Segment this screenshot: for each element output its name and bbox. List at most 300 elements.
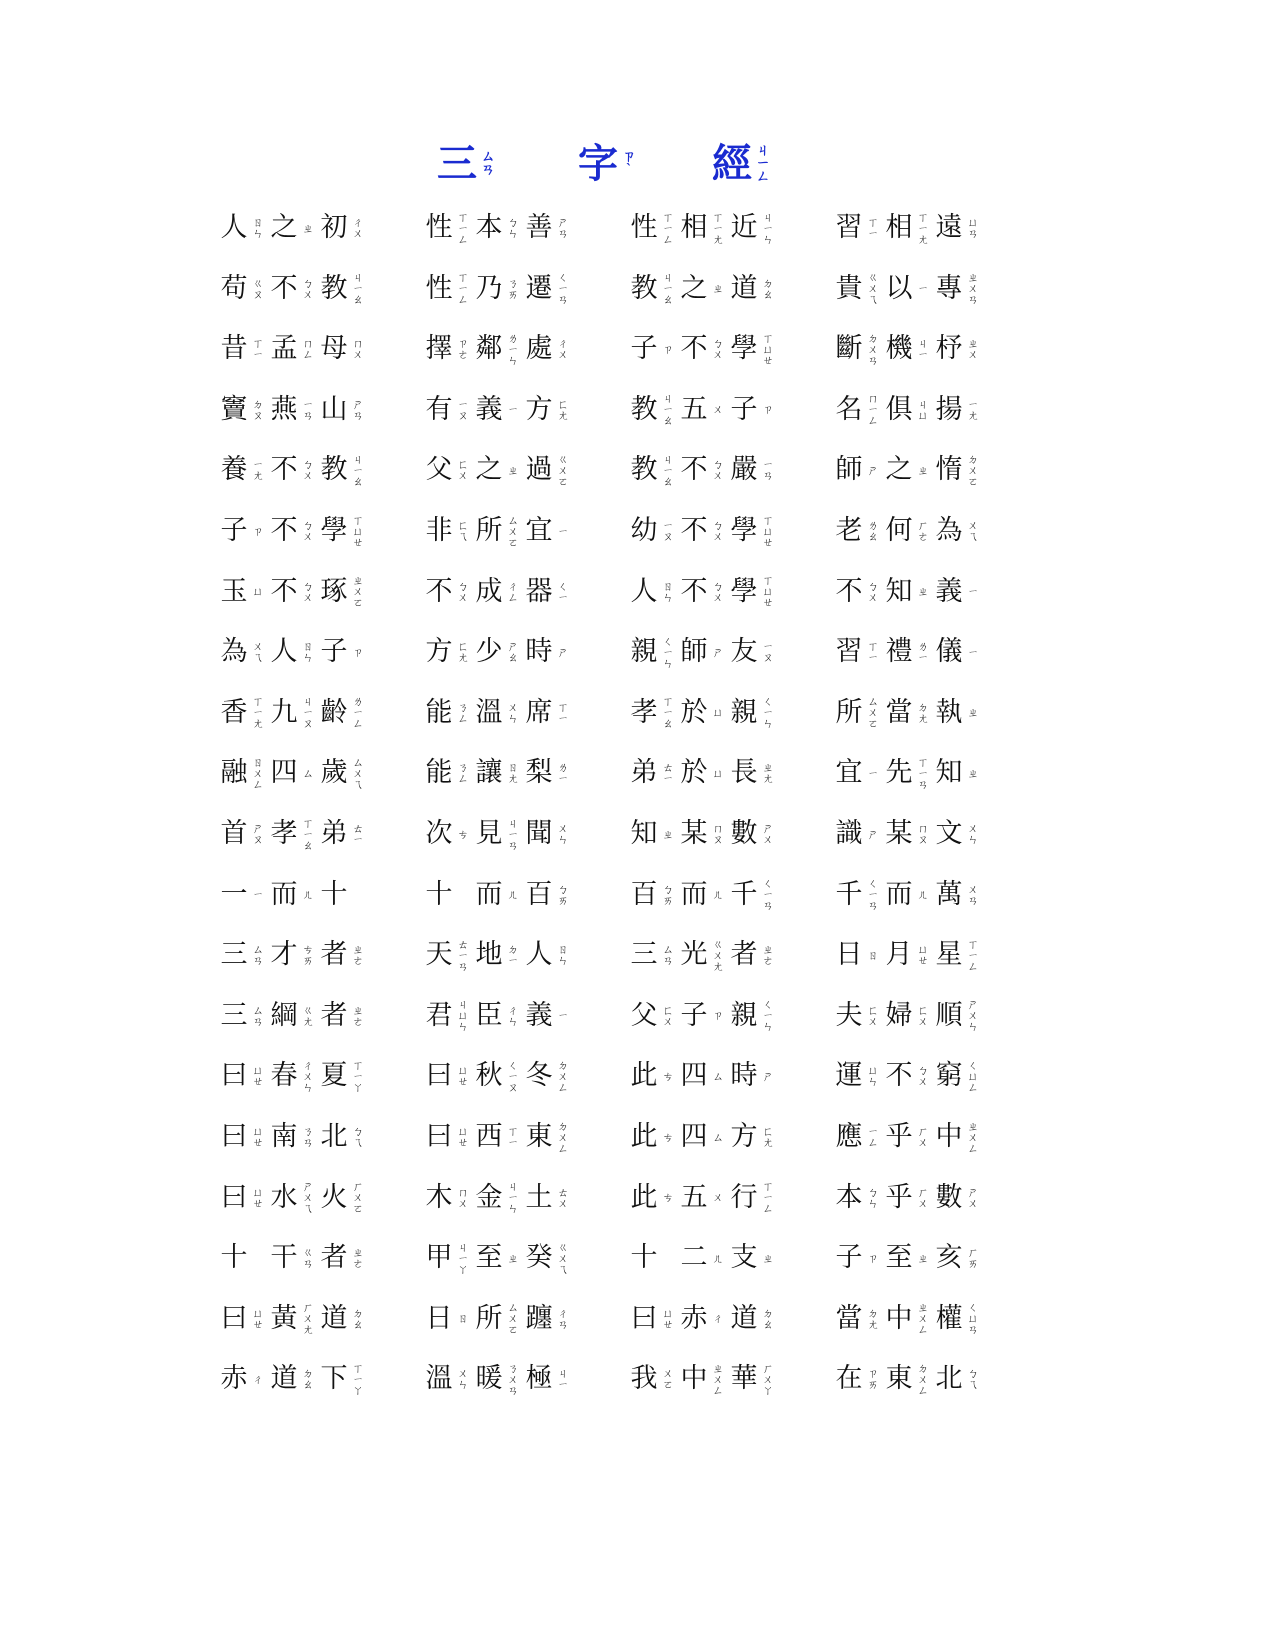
zhuyin-symbol: ㄨ [302,590,314,604]
verse-phrase [220,1175,370,1221]
zhuyin-symbol: ㄋ [457,761,469,775]
zhuyin-annotation [249,823,267,845]
title-character: 字 [578,140,618,187]
zhuyin-annotation [759,878,777,911]
hanzi-character: 擇 [425,333,453,365]
zhuyin-annotation [709,823,727,845]
hanzi-character: 人 [525,939,553,971]
hanzi-character: 者 [320,939,348,971]
verse-phrase [835,1235,985,1281]
zhuyin-annotation [864,1126,882,1148]
zhuyin-annotation [249,399,267,421]
hanzi-character: 當 [885,696,913,728]
zhuyin-annotation [249,1005,267,1027]
zhuyin-symbol: ㄧ [662,706,674,720]
zhuyin-symbol: ㄜ [352,1257,364,1271]
zhuyin-symbol: ㄒ [457,271,469,285]
zhuyin-symbol: ㄖ [252,755,264,769]
title-character: 經 [712,140,752,187]
zhuyin-symbol: ㄒ [252,337,264,351]
zhuyin-annotation [759,575,777,608]
zhuyin-symbol: ㄉ [507,943,519,957]
hanzi-character: 專 [935,272,963,304]
zhuyin-symbol: ㄣ [507,1014,519,1028]
zhuyin-symbol: ㄢ [481,162,495,178]
zhuyin-symbol: ㄅ [917,1064,929,1078]
zhuyin-annotation [759,762,777,784]
hanzi-character: 九 [270,696,298,728]
zhuyin-annotation [454,272,472,305]
zhuyin-symbol: ㄧ [507,342,519,356]
zhuyin-annotation [299,889,317,900]
zhuyin-annotation [299,459,317,481]
hanzi-character: 性 [425,212,453,243]
zhuyin-symbol: ㄝ [252,1317,264,1331]
zhuyin-symbol: ㄣ [762,1020,774,1034]
zhuyin-symbol: ㄌ [917,640,929,654]
zhuyin-annotation [759,1126,777,1148]
hanzi-character: 見 [475,818,503,849]
zhuyin-symbol: ㄉ [762,276,774,290]
hanzi-character: 師 [835,454,863,486]
hanzi-character: 至 [885,1242,913,1274]
zhuyin-annotation [249,1374,267,1385]
hanzi-character: 火 [320,1181,348,1213]
hanzi-character: 西 [475,1121,503,1152]
zhuyin-symbol: ㄡ [662,530,674,543]
hanzi-character: 琢 [320,575,348,607]
zhuyin-symbol: ㄣ [507,353,519,367]
hanzi-character: 窮 [935,1060,963,1092]
zhuyin-symbol: ㄨ [457,590,469,604]
zhuyin-symbol: ㄅ [302,276,314,290]
zhuyin-symbol: ㄢ [352,408,364,422]
zhuyin-symbol: ㄧ [352,706,364,720]
zhuyin-annotation [964,647,982,658]
zhuyin-symbol: ㄥ [457,711,469,725]
zhuyin-annotation [349,1247,367,1269]
zhuyin-symbol: ㄍ [557,1240,569,1254]
zhuyin-annotation [349,1308,367,1330]
hanzi-character: 不 [270,575,298,607]
zhuyin-symbol: ㄐ [302,695,314,709]
hanzi-character: 水 [270,1181,298,1213]
zhuyin-annotation [864,1253,882,1264]
verse-phrase [220,508,370,554]
zhuyin-annotation [504,1253,522,1264]
hanzi-character: 不 [835,575,863,607]
zhuyin-symbol: ㄊ [457,937,469,951]
zhuyin-symbol: ㄩ [712,766,724,780]
hanzi-character: 非 [425,515,453,546]
zhuyin-symbol: ㄗ [622,149,636,165]
hanzi-character: 遠 [935,212,963,243]
hanzi-character: 性 [425,272,453,304]
hanzi-character: 北 [320,1121,348,1152]
hanzi-character: 道 [320,1302,348,1334]
zhuyin-symbol: ㄧ [557,282,569,296]
hanzi-character: 秋 [475,1060,503,1092]
verse-phrase [220,1296,370,1342]
zhuyin-annotation [249,526,267,537]
hanzi-character: 知 [885,575,913,607]
zhuyin-symbol: ㄊ [352,822,364,835]
zhuyin-symbol: ㄧ [867,1125,879,1138]
hanzi-character: 惰 [935,454,963,486]
zhuyin-annotation [554,581,572,603]
hanzi-character: 金 [475,1181,503,1213]
verse-phrase [220,1114,370,1160]
zhuyin-symbol: ㄇ [867,392,879,406]
hanzi-character: 運 [835,1060,863,1092]
zhuyin-annotation [554,1010,572,1021]
zhuyin-symbol: ㄚ [352,1080,364,1094]
hanzi-character: 器 [525,575,553,607]
hanzi-character: 老 [835,515,863,546]
zhuyin-annotation [454,1313,472,1324]
hanzi-character: 不 [270,454,298,486]
zhuyin-annotation [914,1363,932,1396]
zhuyin-symbol: ㄠ [302,1378,314,1392]
hanzi-character: 星 [935,939,963,971]
zhuyin-symbol: ㄥ [457,232,469,246]
zhuyin-annotation [964,1302,982,1335]
hanzi-character: 乃 [475,272,503,304]
zhuyin-symbol: ㄙ [662,943,674,957]
hanzi-character: 首 [220,818,248,849]
zhuyin-annotation [759,404,777,415]
hanzi-character: 我 [630,1363,658,1395]
zhuyin-symbol: ㄓ [967,706,979,720]
zhuyin-annotation [479,151,497,177]
zhuyin-symbol: ㄧ [662,519,674,532]
zhuyin-annotation [349,217,367,239]
zhuyin-symbol: ㄧ [557,524,569,538]
hanzi-character: 學 [730,575,758,607]
zhuyin-symbol: ㄠ [352,1317,364,1331]
hanzi-character: 所 [835,696,863,728]
verse-phrase [630,811,780,857]
hanzi-character: 養 [220,454,248,486]
zhuyin-symbol: ㄩ [457,1064,469,1078]
hanzi-character: 有 [425,393,453,425]
zhuyin-symbol: ㄒ [917,210,929,224]
hanzi-character: 某 [885,818,913,849]
zhuyin-symbol: ㄧ [867,403,879,417]
zhuyin-symbol: ㄐ [917,337,929,351]
hanzi-character: 禮 [885,636,913,668]
verse-phrase [835,1356,985,1402]
zhuyin-annotation [914,641,932,663]
zhuyin-annotation [914,1005,932,1027]
zhuyin-annotation [864,696,882,729]
zhuyin-symbol: ㄒ [507,1125,519,1138]
zhuyin-symbol: ㄠ [762,1317,774,1331]
zhuyin-symbol: ㄇ [917,822,929,835]
zhuyin-annotation [709,283,727,294]
zhuyin-symbol: ㄧ [557,1378,569,1392]
zhuyin-symbol: ㄍ [867,271,879,285]
verse-row [220,932,1040,978]
verse-phrase [835,872,985,918]
zhuyin-symbol: ㄧ [507,1069,519,1083]
hanzi-character: 父 [425,454,453,486]
zhuyin-annotation [349,399,367,421]
zhuyin-symbol: ˋ [625,162,633,178]
zhuyin-symbol: ㄇ [352,337,364,351]
zhuyin-symbol: ㄅ [302,519,314,532]
zhuyin-symbol: ㄅ [867,579,879,593]
verse-phrase [220,932,370,978]
zhuyin-symbol: ㄧ [762,1009,774,1023]
zhuyin-symbol: ㄙ [252,1003,264,1017]
zhuyin-annotation [914,399,932,421]
zhuyin-symbol: ㄌ [557,761,569,775]
zhuyin-symbol: ㄥ [352,717,364,731]
hanzi-character: 暖 [475,1363,503,1395]
zhuyin-symbol: ㄒ [662,210,674,224]
zhuyin-symbol: ㄕ [967,998,979,1012]
zhuyin-symbol: ㄜ [762,954,774,968]
verse-phrase [630,569,780,615]
hanzi-character: 子 [320,636,348,668]
verse-phrase [220,569,370,615]
zhuyin-symbol: ㄥ [507,590,519,604]
title-character-group [578,140,638,188]
hanzi-character: 先 [885,757,913,789]
hanzi-character: 歲 [320,757,348,789]
zhuyin-symbol: ㄤ [557,408,569,422]
verse-phrase [835,326,985,372]
zhuyin-annotation [659,944,677,966]
hanzi-character: 此 [630,1060,658,1092]
zhuyin-symbol: ㄧ [967,948,979,962]
verse-phrase [630,690,780,736]
zhuyin-annotation [620,151,638,177]
zhuyin-symbol: ㄨ [712,469,724,483]
zhuyin-symbol: ㄑ [762,877,774,891]
hanzi-character: 才 [270,939,298,971]
zhuyin-annotation [454,762,472,784]
zhuyin-symbol: ㄣ [457,1020,469,1034]
zhuyin-annotation [659,520,677,542]
hanzi-character: 乎 [885,1121,913,1152]
hanzi-character: 乎 [885,1181,913,1213]
zhuyin-symbol: ㄣ [967,1020,979,1034]
hanzi-character: 四 [680,1121,708,1152]
zhuyin-symbol: ㄔ [507,579,519,593]
zhuyin-symbol: ㄢ [967,1323,979,1337]
hanzi-character: 此 [630,1121,658,1152]
zhuyin-symbol: ㄨ [967,348,979,362]
zhuyin-symbol: ㄑ [662,634,674,648]
hanzi-character: 少 [475,636,503,668]
zhuyin-annotation [249,1126,267,1148]
zhuyin-symbol: ㄨ [252,766,264,780]
hanzi-character: 之 [680,272,708,304]
hanzi-character: 四 [680,1060,708,1092]
zhuyin-symbol: ㄥ [967,959,979,973]
zhuyin-symbol: ㄧ [967,397,979,411]
zhuyin-symbol: ㄧ [302,397,314,411]
zhuyin-symbol: ㄉ [917,1361,929,1375]
zhuyin-symbol: ㄨ [917,1196,929,1210]
hanzi-character: 下 [320,1363,348,1395]
zhuyin-annotation [964,939,982,972]
zhuyin-annotation [554,762,572,784]
zhuyin-annotation [554,1187,572,1209]
hanzi-character: 躔 [525,1302,553,1334]
zhuyin-annotation [454,939,472,972]
hanzi-character: 三 [220,939,248,971]
zhuyin-symbol: ㄅ [352,1125,364,1138]
zhuyin-symbol: ㄨ [352,585,364,599]
hanzi-character: 親 [730,999,758,1031]
zhuyin-annotation [299,1181,317,1214]
zhuyin-symbol: ㄧ [762,458,774,472]
zhuyin-symbol: ㄅ [507,216,519,229]
zhuyin-annotation [964,768,982,779]
zhuyin-annotation [349,944,367,966]
hanzi-character: 百 [630,878,658,910]
zhuyin-annotation [709,1010,727,1021]
zhuyin-symbol: ㄟ [352,1136,364,1149]
zhuyin-symbol: ㄣ [507,227,519,240]
zhuyin-symbol: ㄉ [762,1306,774,1320]
hanzi-character: 近 [730,212,758,243]
hanzi-character: 山 [320,393,348,425]
zhuyin-symbol: ㄣ [762,717,774,731]
zhuyin-symbol: ㄈ [867,1003,879,1017]
zhuyin-symbol: ㄩ [457,1009,469,1023]
zhuyin-symbol: ㄨ [457,1367,469,1381]
zhuyin-symbol: ㄤ [867,1317,879,1331]
zhuyin-symbol: ㄕ [557,216,569,229]
zhuyin-annotation [504,1181,522,1214]
zhuyin-symbol: ㄐ [662,452,674,466]
verse-phrase [630,1356,780,1402]
zhuyin-symbol: ㄩ [917,408,929,422]
hanzi-character: 本 [475,212,503,243]
zhuyin-symbol: ㄒ [557,700,569,714]
hanzi-character: 應 [835,1121,863,1152]
hanzi-character: 子 [680,999,708,1031]
zhuyin-annotation [709,459,727,481]
hanzi-character: 五 [680,393,708,425]
zhuyin-symbol: ㄉ [557,1058,569,1072]
zhuyin-annotation [554,1242,572,1275]
zhuyin-symbol: ㄟ [252,651,264,665]
zhuyin-symbol: ㄓ [352,574,364,588]
zhuyin-symbol: ㄥ [302,348,314,362]
zhuyin-annotation [504,1302,522,1335]
zhuyin-symbol: ㄩ [762,585,774,599]
zhuyin-symbol: ㄧ [352,282,364,296]
zhuyin-symbol: ㄢ [507,838,519,852]
verse-phrase [630,1114,780,1160]
hanzi-character: 宜 [835,757,863,789]
zhuyin-symbol: ㄧ [302,706,314,720]
hanzi-character: 相 [885,212,913,243]
verse-phrase [835,1175,985,1221]
zhuyin-symbol: ㄓ [352,1003,364,1017]
zhuyin-symbol: ㄨ [762,1372,774,1386]
hanzi-character: 人 [630,575,658,607]
zhuyin-symbol: ㄝ [252,1136,264,1149]
zhuyin-symbol: ㄘ [662,1069,674,1083]
hanzi-character: 所 [475,1302,503,1334]
zhuyin-annotation [914,338,932,360]
hanzi-character: 揚 [935,393,963,425]
zhuyin-symbol: ㄒ [762,331,774,345]
zhuyin-symbol: ㄠ [352,293,364,307]
zhuyin-symbol: ㄢ [557,1317,569,1331]
zhuyin-annotation [504,465,522,476]
zhuyin-symbol: ㄝ [762,596,774,610]
zhuyin-annotation [759,459,777,481]
hanzi-character: 梨 [525,757,553,789]
hanzi-character: 甲 [425,1242,453,1274]
hanzi-character: 臣 [475,999,503,1031]
hanzi-character: 者 [320,1242,348,1274]
zhuyin-symbol: ㄠ [762,287,774,301]
zhuyin-symbol: ㄡ [712,833,724,846]
zhuyin-annotation [504,702,522,724]
zhuyin-symbol: ㄥ [867,414,879,428]
zhuyin-annotation [454,702,472,724]
zhuyin-symbol: ㄧ [762,1191,774,1205]
hanzi-character: 玉 [220,575,248,607]
zhuyin-annotation [454,338,472,360]
verse-phrase [220,1356,370,1402]
hanzi-character: 南 [270,1121,298,1152]
zhuyin-symbol: ㄔ [352,216,364,229]
zhuyin-symbol: ㄣ [662,590,674,604]
hanzi-character: 文 [935,818,963,849]
zhuyin-annotation [964,1121,982,1154]
zhuyin-symbol: ㄏ [967,1246,979,1260]
hanzi-character: 宜 [525,515,553,546]
zhuyin-symbol: ㄉ [352,1306,364,1320]
hanzi-character: 處 [525,333,553,365]
zhuyin-symbol: ㄛ [967,474,979,488]
hanzi-character: 黃 [270,1302,298,1334]
zhuyin-symbol: ㄟ [967,1378,979,1392]
hanzi-character: 萬 [935,878,963,910]
zhuyin-symbol: ㄖ [662,579,674,593]
verse-phrase [835,932,985,978]
zhuyin-symbol: ㄩ [762,524,774,538]
zhuyin-symbol: ㄢ [557,227,569,240]
zhuyin-symbol: ㄝ [352,535,364,549]
zhuyin-annotation [349,338,367,360]
verse-row [220,1356,1040,1402]
zhuyin-symbol: ㄢ [302,1257,314,1271]
title-character-group [712,140,772,188]
title-character: 三 [437,140,477,187]
zhuyin-symbol: ㄈ [762,1125,774,1138]
zhuyin-annotation [659,393,677,426]
zhuyin-annotation [659,1368,677,1390]
zhuyin-symbol: ㄕ [762,1069,774,1083]
verse-phrase [630,1053,780,1099]
hanzi-character: 能 [425,757,453,789]
zhuyin-symbol: ㄥ [662,232,674,246]
zhuyin-symbol: ㄧ [917,766,929,780]
zhuyin-symbol: ㄓ [507,1251,519,1265]
zhuyin-symbol: ㄨ [712,403,724,417]
zhuyin-symbol: ㄢ [762,899,774,913]
